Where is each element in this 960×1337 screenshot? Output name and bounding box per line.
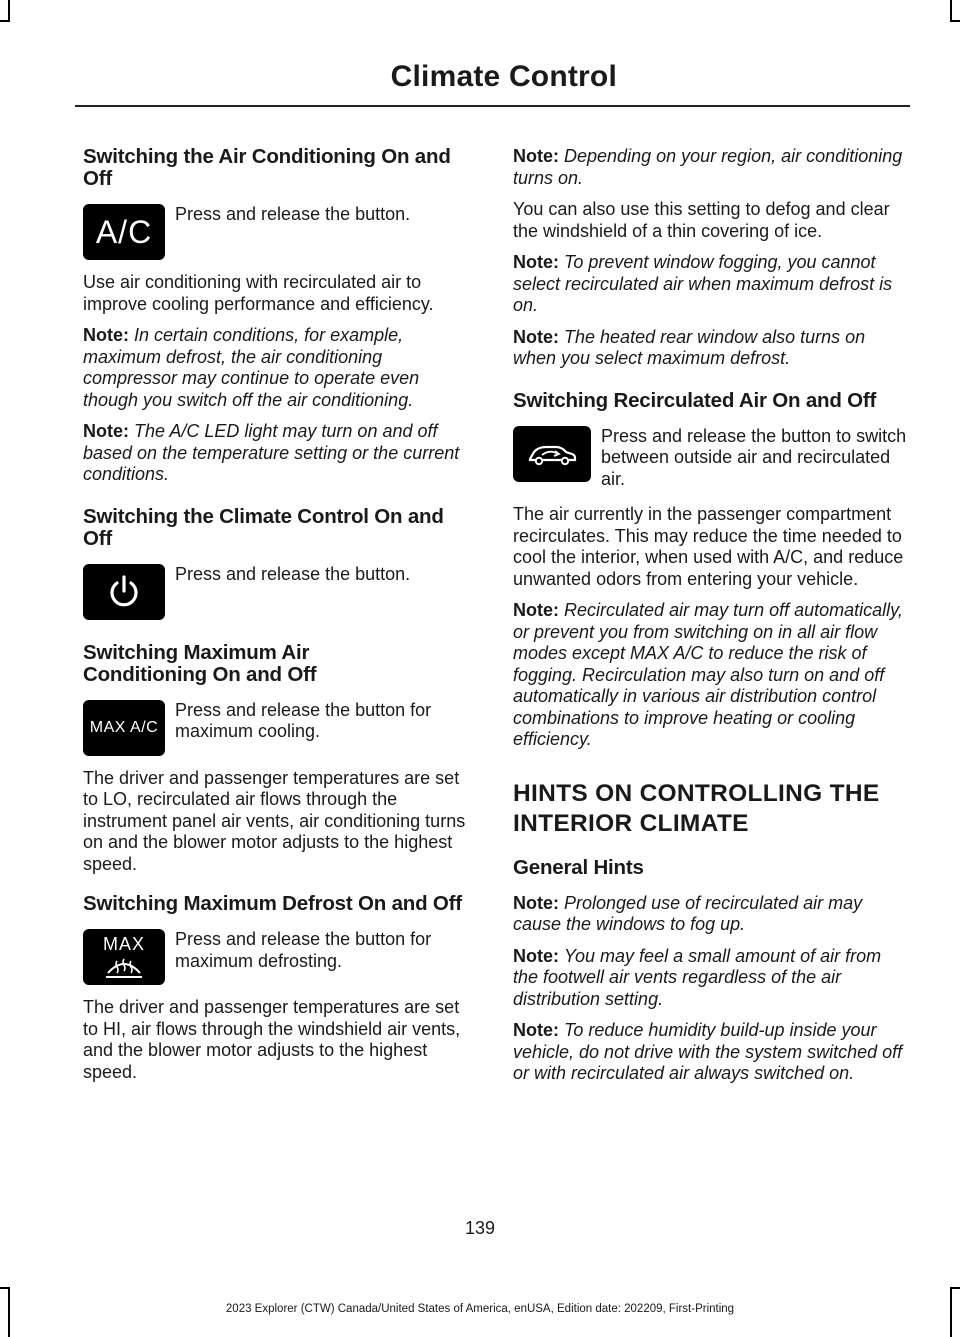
header-rule — [75, 105, 910, 107]
edition-line: 2023 Explorer (CTW) Canada/United States of America, enUSA, Edition date: 202209, First-Printing — [225, 1303, 735, 1315]
recirc-note: Note: Recirculated air may turn off automatically, or prevent you from switching on in all air flow modes except MAX A/C to reduce the risk of fogging. Recirculation may also turn on and off automatically in various air distribution control combinations to improve heating or cooling efficiency. — [513, 600, 903, 749]
crop-mark — [950, 1287, 960, 1289]
maxac-button-text: Press and release the button for maximum cooling. — [175, 699, 432, 741]
ac-control — [83, 204, 475, 260]
rear-window-note: Note: The heated rear window also turns on when you select maximum defrost. — [513, 326, 866, 368]
power-icon — [83, 564, 165, 620]
maxdef-control — [83, 929, 475, 985]
ac-heading: Switching the Air Conditioning On and Off — [83, 145, 451, 190]
maxdef-body: The driver and passenger temperatures are set to HI, air flows through the windshield air vents, and the blower motor adjusts to the highest speed. — [83, 997, 461, 1082]
defog-body: You can also use this setting to defog and clear the windshield of a thin covering of ice. — [513, 199, 890, 241]
maxdef-button-label: MAX — [102, 934, 145, 954]
recirc-body: The air currently in the passenger compartment recirculates. This may reduce the time needed to cool the interior, when used with A/C, and reduce unwanted odors from entering your vehicle. — [513, 504, 904, 589]
maxac-control — [83, 700, 475, 756]
page-number: 139 — [464, 1218, 496, 1238]
ac-button-icon — [83, 204, 165, 260]
maxdef-button-text: Press and release the button for maximum defrosting. — [175, 929, 432, 971]
maxac-button-label: MAX A/C — [89, 718, 159, 736]
recirc-control — [513, 426, 908, 491]
recirc-heading: Switching Recirculated Air On and Off — [513, 388, 877, 412]
maxdef-heading: Switching Maximum Defrost On and Off — [83, 892, 462, 915]
region-note: Note: Depending on your region, air conditioning turns on. — [513, 146, 903, 188]
recirc-button-text: Press and release the button to switch between outside air and recirculated air. — [601, 425, 907, 489]
hint-note-2: Note: You may feel a small amount of air from the footwell air vents regardless of the air distribution setting. — [513, 945, 882, 1009]
general-hints-heading: General Hints — [513, 855, 644, 879]
recirculation-icon — [513, 426, 591, 482]
defrost-icon — [102, 953, 146, 979]
crop-mark — [950, 0, 952, 22]
max-defrost-icon — [83, 929, 165, 985]
fogging-note: Note: To prevent window fogging, you cannot select recirculated air when maximum defrost is on. — [513, 252, 893, 315]
climate-heading: Switching the Climate Control On and Off — [83, 504, 444, 550]
hints-heading: HINTS ON CONTROLLING THE INTERIOR CLIMATE — [513, 779, 880, 837]
maxac-heading: Switching Maximum Air Conditioning On and Off — [83, 640, 317, 686]
page-title: Climate Control — [390, 60, 617, 93]
maxac-body: The driver and passenger temperatures are set to LO, recirculated air flows through the instrument panel air vents, air conditioning turns on and the blower motor adjusts to the highest speed. — [83, 767, 466, 874]
hint-note-1: Note: Prolonged use of recirculated air may cause the windows to fog up. — [513, 892, 863, 934]
crop-mark — [0, 1287, 10, 1289]
ac-body: Use air conditioning with recirculated air to improve cooling performance and efficiency. — [83, 272, 434, 314]
ac-note-2: Note: The A/C LED light may turn on and off based on the temperature setting or the current conditions. — [83, 421, 460, 484]
ac-button-label: A/C — [95, 213, 153, 250]
crop-mark — [0, 20, 10, 22]
climate-button-text: Press and release the button. — [175, 563, 411, 584]
ac-button-text: Press and release the button. — [175, 204, 411, 224]
right-column — [513, 146, 908, 1095]
climate-control — [83, 564, 475, 620]
left-column — [83, 146, 475, 1093]
crop-mark — [950, 20, 960, 22]
crop-mark — [8, 0, 10, 22]
ac-note-1: Note: In certain conditions, for example, maximum defrost, the air conditioning compressor may continue to operate even though you switch off the air conditioning. — [83, 325, 420, 410]
hint-note-3: Note: To reduce humidity build-up inside your vehicle, do not drive with the system switched off or with recirculated air always switched on. — [513, 1020, 903, 1083]
max-ac-button-icon — [83, 700, 165, 756]
